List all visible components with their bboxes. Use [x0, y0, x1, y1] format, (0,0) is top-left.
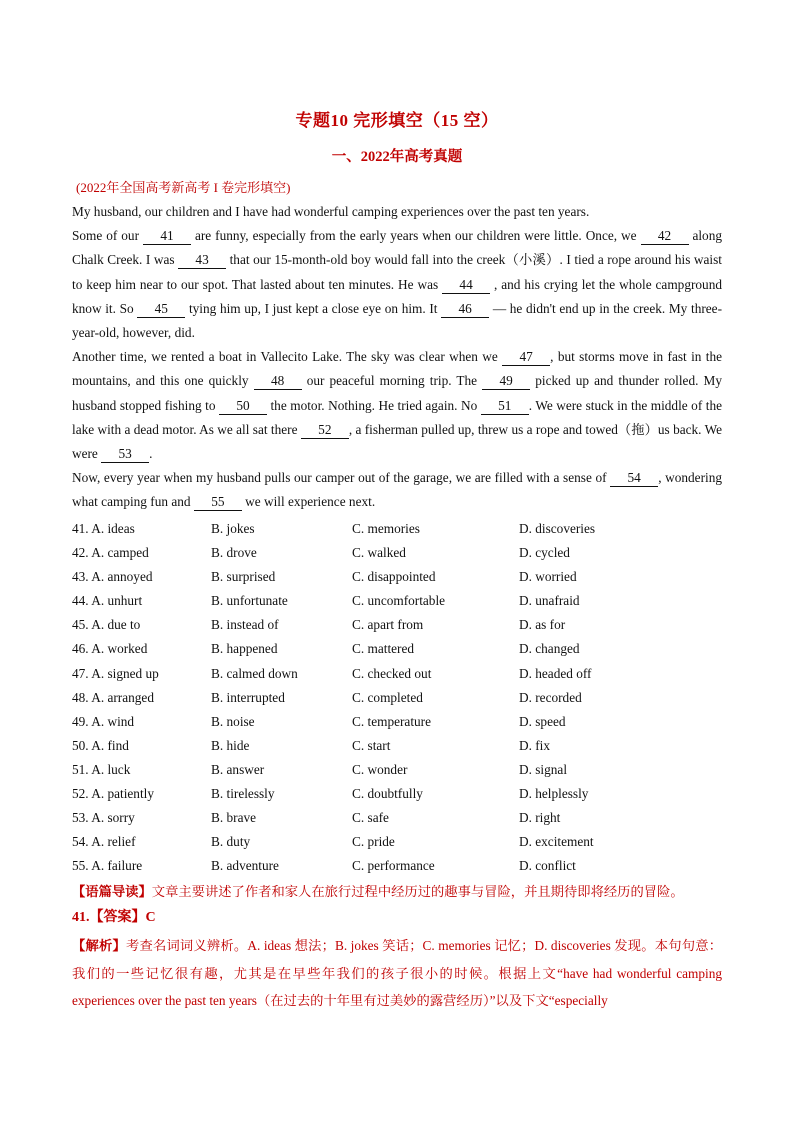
options-list: [72, 517, 722, 878]
option-choice: B. drove: [211, 545, 257, 561]
option-choice: C. walked: [352, 545, 406, 561]
option-choice: 41. A. ideas: [72, 521, 135, 536]
analysis-text: 考查名词词义辨析。A. ideas 想法；B. jokes 笑话；C. memories 记忆；D. discoveries 发现。本句句意：我们的一些记忆很有趣，尤其是在早些年我们的孩子很小的时候。根据上文“have had wonderful camping experiences over the past ten years（在过去的十年里有过美妙的露营经历）”以及下文“especially: [72, 938, 722, 1008]
option-choice: B. happened: [211, 641, 278, 657]
option-choice: 47. A. signed up: [72, 665, 159, 681]
passage-guide: [72, 880, 722, 904]
blank-48: 48: [254, 373, 302, 390]
option-choice: 53. A. sorry: [72, 810, 135, 826]
cloze-passage: [72, 200, 722, 515]
option-choice: 49. A. wind: [72, 713, 135, 729]
option-row: [72, 782, 722, 806]
guide-tag: 【语篇导读】: [72, 884, 152, 899]
option-choice: D. speed: [519, 713, 566, 729]
blank-42: 42: [641, 228, 689, 245]
option-choice: C. disappointed: [352, 569, 436, 585]
option-choice: B. adventure: [211, 858, 279, 874]
option-choice: D. headed off: [519, 665, 592, 681]
option-row: [72, 806, 722, 830]
blank-47: 47: [502, 349, 550, 366]
option-row: [72, 565, 722, 589]
option-choice: 45. A. due to: [72, 617, 141, 633]
option-choice: D. worried: [519, 569, 577, 585]
option-choice: 52. A. patiently: [72, 786, 154, 802]
answer-41: 41.【答案】C: [72, 910, 156, 925]
paragraph-3: Another time, we rented a boat in Vallecito Lake. The sky was clear when we 47 , but storms move in fast in the mountains, and this one quickly 48 our peaceful morning trip. The 49 picked up and thunder rolled. My husband stopped fishing to 50 the motor. Nothing. He tried again. No 51 . We were stuck in the middle of the lake with a dead motor. As we all sat there 52 , a fisherman pulled up, threw us a rope and towed（拖）us back. We were 53 .: [72, 349, 723, 462]
blank-53: 53: [101, 446, 149, 463]
option-choice: C. performance: [352, 858, 435, 874]
page-title: 专题10 完形填空（15 空）: [295, 111, 499, 130]
option-choice: C. memories: [352, 521, 420, 536]
option-choice: 55. A. failure: [72, 858, 143, 874]
guide-text: 文章主要讲述了作者和家人在旅行过程中经历过的趣事与冒险，并且期待即将经历的冒险。: [151, 884, 684, 899]
option-choice: 51. A. luck: [72, 761, 131, 777]
option-choice: 42. A. camped: [72, 545, 149, 561]
option-choice: 54. A. relief: [72, 834, 136, 850]
option-choice: D. signal: [519, 761, 568, 777]
option-choice: B. tirelessly: [211, 786, 275, 802]
option-choice: B. noise: [211, 713, 255, 729]
option-choice: C. apart from: [352, 617, 424, 633]
option-choice: D. cycled: [519, 545, 570, 561]
option-choice: 43. A. annoyed: [72, 569, 153, 585]
option-choice: C. temperature: [352, 713, 432, 729]
option-choice: B. instead of: [211, 617, 279, 633]
option-choice: D. changed: [519, 641, 580, 657]
option-row: [72, 637, 722, 661]
option-row: [72, 854, 722, 878]
option-choice: C. checked out: [352, 665, 432, 681]
option-choice: 48. A. arranged: [72, 689, 154, 705]
option-choice: D. unafraid: [519, 593, 580, 609]
option-choice: B. hide: [211, 737, 250, 753]
option-row: [72, 517, 722, 541]
blank-52: 52: [301, 422, 349, 439]
option-choice: D. fix: [519, 737, 551, 753]
option-choice: D. right: [519, 810, 561, 826]
option-choice: C. uncomfortable: [352, 593, 446, 609]
option-choice: D. as for: [519, 617, 566, 633]
option-row: [72, 830, 722, 854]
option-choice: B. brave: [211, 810, 257, 826]
option-choice: D. discoveries: [519, 521, 596, 536]
option-choice: D. helplessly: [519, 786, 589, 802]
option-row: [72, 758, 722, 782]
option-choice: 46. A. worked: [72, 641, 148, 657]
blank-45: 45: [137, 301, 185, 318]
option-choice: B. jokes: [211, 521, 255, 536]
option-choice: C. completed: [352, 689, 423, 705]
paragraph-1: My husband, our children and I have had wonderful camping experiences over the past ten years.: [72, 204, 590, 219]
option-choice: 44. A. unhurt: [72, 593, 143, 609]
option-choice: B. duty: [211, 834, 251, 850]
paragraph-4: Now, every year when my husband pulls our camper out of the garage, we are filled with a sense of 54 , wondering what camping fun and 55 we will experience next.: [72, 470, 722, 510]
blank-55: 55: [194, 494, 242, 511]
blank-50: 50: [219, 398, 267, 415]
option-choice: B. surprised: [211, 569, 276, 585]
option-choice: C. start: [352, 737, 391, 753]
option-choice: D. recorded: [519, 689, 582, 705]
blank-49: 49: [482, 373, 530, 390]
option-choice: C. wonder: [352, 761, 408, 777]
option-choice: 50. A. find: [72, 737, 129, 753]
analysis-tag: 【解析】: [72, 938, 126, 953]
blank-51: 51: [481, 398, 529, 415]
option-choice: C. mattered: [352, 641, 415, 657]
blank-41: 41: [143, 228, 191, 245]
blank-44: 44: [442, 277, 490, 294]
option-row: [72, 541, 722, 565]
blank-46: 46: [441, 301, 489, 318]
option-choice: B. answer: [211, 761, 265, 777]
option-row: [72, 589, 722, 613]
option-choice: B. interrupted: [211, 689, 285, 705]
option-row: [72, 734, 722, 758]
section-subtitle: 一、2022年高考真题: [331, 149, 463, 165]
option-choice: C. safe: [352, 810, 389, 826]
option-choice: B. calmed down: [211, 665, 298, 681]
paragraph-2: Some of our 41 are funny, especially from the early years when our children were little. Once, we 42 along Chalk Creek. I was 43 that our 15-month-old boy would fall into the creek（小溪）. I tied a rope around his waist to keep him near to our spot. That lasted about ten minutes. He was 44 , and his crying let the whole campground know it. So 45 tying him up, I just kept a close eye on him. It 46 — he didn't end up in the creek. My three-year-old, however, did.: [72, 228, 723, 341]
option-row: [72, 710, 722, 734]
option-choice: C. doubtfully: [352, 786, 423, 802]
analysis-41: [72, 932, 722, 1015]
option-row: [72, 613, 722, 637]
option-row: [72, 686, 722, 710]
exam-source: (2022年全国高考新高考 I 卷完形填空): [76, 180, 291, 195]
option-choice: B. unfortunate: [211, 593, 288, 609]
blank-43: 43: [178, 252, 226, 269]
blank-54: 54: [610, 470, 658, 487]
option-choice: D. conflict: [519, 858, 576, 874]
option-choice: C. pride: [352, 834, 395, 850]
option-choice: D. excitement: [519, 834, 594, 850]
option-row: [72, 662, 722, 686]
